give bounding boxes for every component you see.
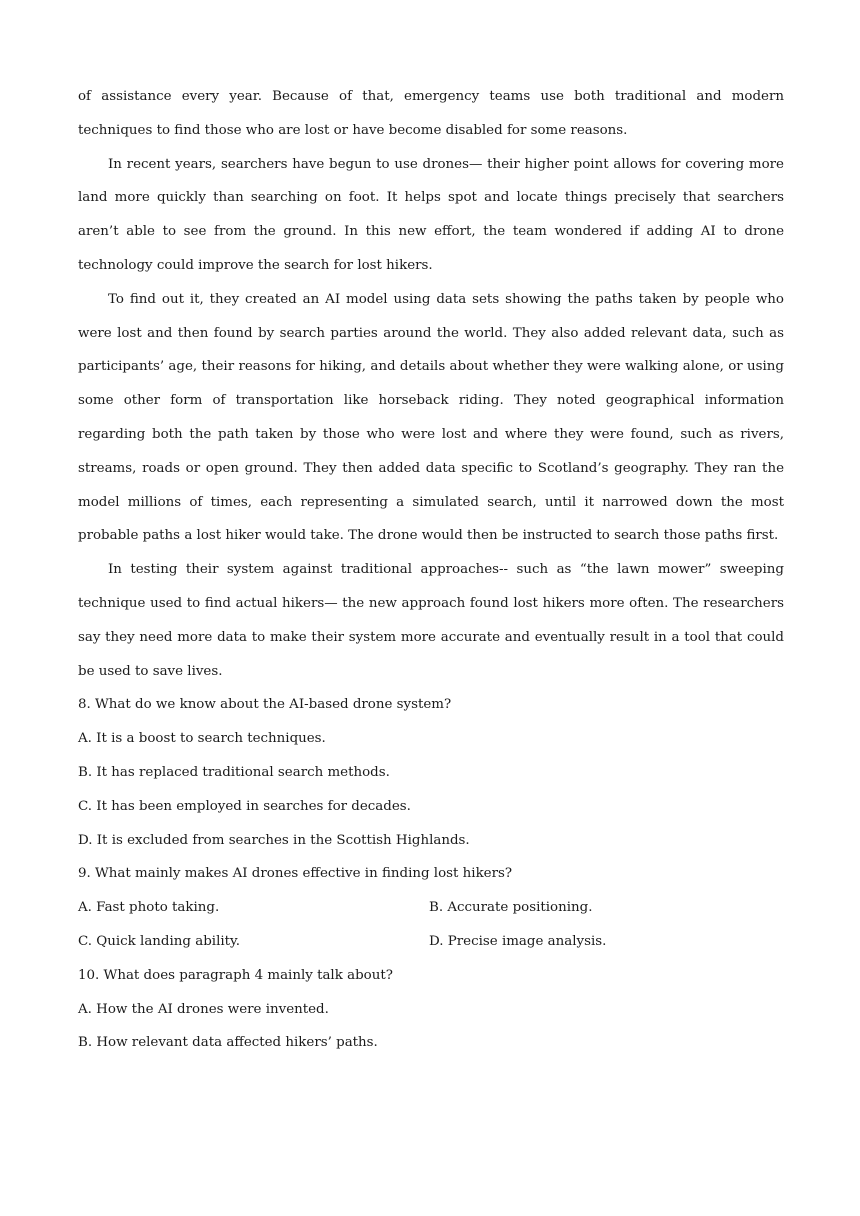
question-9-options-row-2: [78, 925, 784, 959]
question-8-option-c: C. It has been employed in searches for decades.: [78, 798, 411, 814]
question-10-option-b: B. How relevant data affected hikers’ paths.: [78, 1035, 378, 1051]
question-9-option-b: B. Accurate positioning.: [429, 900, 593, 916]
passage-paragraph-4: In testing their system against traditional approaches-- such as “the lawn mower” sweeping technique used to find actual hikers— the new approach found lost hikers more often. The researchers say they need more data to make their system more accurate and eventually result in a tool that could be used to save lives.: [78, 562, 784, 679]
passage-paragraph-3: To find out it, they created an AI model using data sets showing the paths taken by people who were lost and then found by search parties around the world. They also added relevant data, such as participants’ age, their reasons for hiking, and details about whether they were walking alone, or using some other form of transportation like horseback riding. They noted geographical information regarding both the path taken by those who were lost and where they were found, such as rivers, streams, roads or open ground. They then added data specific to Scotland’s geography. They ran the model millions of times, each representing a simulated search, until it narrowed down the most probable paths a lost hiker would take. The drone would then be instructed to search those paths first.: [78, 291, 784, 544]
question-8-option-a: A. It is a boost to search techniques.: [78, 731, 326, 747]
question-10-stem: 10. What does paragraph 4 mainly talk about?: [78, 967, 393, 983]
question-9-stem: 9. What mainly makes AI drones effective in finding lost hikers?: [78, 866, 513, 882]
question-10-option-a: A. How the AI drones were invented.: [78, 1001, 329, 1017]
question-9-options-row-1: [78, 891, 784, 925]
document-content: [78, 80, 784, 1060]
question-8-stem: 8. What do we know about the AI-based drone system?: [78, 697, 452, 713]
question-8-option-b: B. It has replaced traditional search methods.: [78, 764, 390, 780]
question-9-option-d: D. Precise image analysis.: [429, 933, 607, 949]
passage-paragraph-1: of assistance every year. Because of that, emergency teams use both traditional and modern techniques to find those who are lost or have become disabled for some reasons.: [78, 89, 784, 138]
question-9-option-c: C. Quick landing ability.: [78, 933, 241, 949]
question-8-option-d: D. It is excluded from searches in the Scottish Highlands.: [78, 832, 470, 848]
question-9-option-a: A. Fast photo taking.: [78, 900, 220, 916]
passage-paragraph-2: In recent years, searchers have begun to use drones— their higher point allows for covering more land more quickly than searching on foot. It helps spot and locate things precisely that searchers aren’t able to see from the ground. In this new effort, the team wondered if adding AI to drone technology could improve the search for lost hikers.: [78, 156, 784, 273]
